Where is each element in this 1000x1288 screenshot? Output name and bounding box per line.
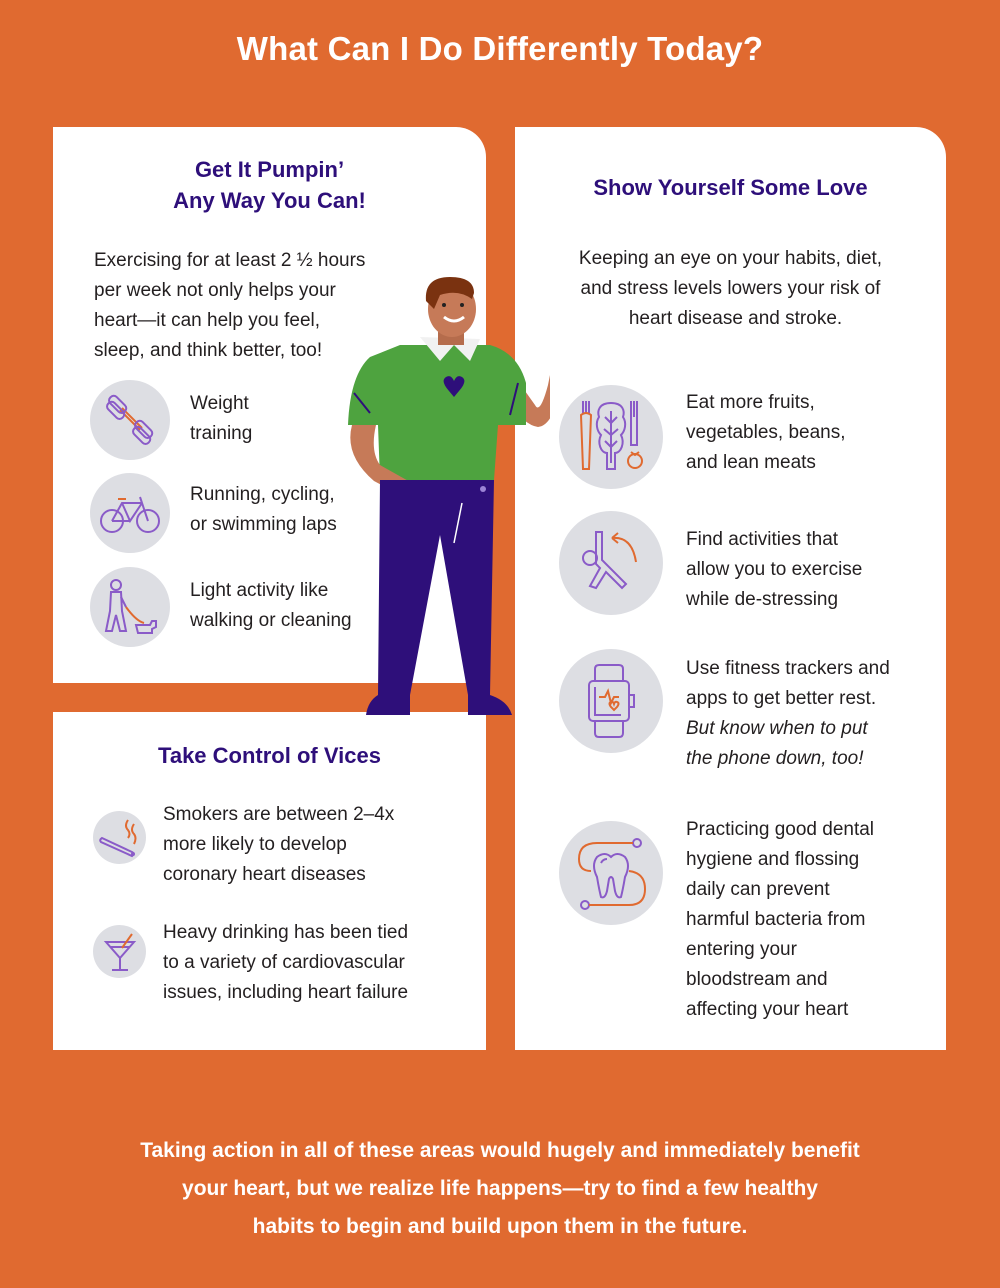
yoga-stretch-icon [559,511,663,615]
text-line: Running, cycling, [190,484,335,505]
text-line: Keeping an eye on your habits, diet, [578,248,883,269]
self-care-intro [515,244,946,334]
text-line: while de-stressing [686,589,839,610]
text-line: Smokers are between 2–4x [163,804,395,825]
text-line: vegetables, beans, [686,422,846,443]
text-line: allow you to exercise [686,559,863,580]
text-line: training [190,423,253,444]
bicycle-icon [90,473,170,553]
text-line: Exercising for at least 2 ½ hours [94,250,366,271]
text-line: affecting your heart [686,999,849,1020]
text-line: hygiene and flossing [686,849,860,870]
text-line: and stress levels lowers your risk of [580,278,881,299]
exercise-item-cardio [190,480,337,540]
title-line: Get It Pumpin’ [194,157,345,182]
cigarette-icon [93,811,146,864]
text-line: harmful bacteria from [686,909,866,930]
dog-walking-icon [90,567,170,647]
self-care-card [515,127,946,1050]
fitness-watch-icon [559,649,663,753]
self-care-item-trackers [686,654,890,774]
person-illustration [340,275,550,715]
text-line: Heavy drinking has been tied [163,922,409,943]
tooth-floss-icon [559,821,663,925]
text-line: more likely to develop [163,834,347,855]
vices-item-smoking [163,800,394,890]
title-line: Any Way You Can! [173,188,366,213]
text-line: daily can prevent [686,879,830,900]
text-line: heart disease and stroke. [628,308,843,329]
self-care-item-destress [686,525,862,615]
text-line: walking or cleaning [190,610,352,631]
text-line: Find activities that [686,529,839,550]
text-line: issues, including heart failure [163,982,409,1003]
text-line: apps to get better rest. [686,688,877,709]
exercise-card-title [53,154,486,216]
cocktail-icon [93,925,146,978]
text-line: Taking action in all of these areas would hugely and immediately benefit [140,1139,860,1162]
footer-message [0,1132,1000,1246]
exercise-intro [94,246,365,366]
exercise-item-light [190,576,352,636]
vices-item-drinking [163,918,408,1008]
text-line: Eat more fruits, [686,392,815,413]
text-line: Weight [190,393,249,414]
text-line-italic: the phone down, too! [686,748,864,769]
text-line: sleep, and think better, too! [94,340,323,361]
text-line: per week not only helps your [94,280,336,301]
text-line: heart—it can help you feel, [94,310,321,331]
vices-card-title: Take Control of Vices [158,743,381,768]
vegetables-icon [559,385,663,489]
text-line: coronary heart diseases [163,864,366,885]
page-title: What Can I Do Differently Today? [236,30,764,67]
text-line: habits to begin and build upon them in the future. [252,1215,748,1238]
self-care-item-diet [686,388,846,478]
self-care-item-dental [686,815,874,1025]
text-line: and lean meats [686,452,816,473]
vices-card [53,712,486,1050]
self-care-card-title: Show Yourself Some Love [593,175,868,200]
exercise-item-weight [190,389,252,449]
text-line: Light activity like [190,580,329,601]
text-line: bloodstream and [686,969,828,990]
text-line: Practicing good dental [686,819,875,840]
text-line: entering your [686,939,797,960]
text-line: to a variety of cardiovascular [163,952,405,973]
dumbbell-icon [90,380,170,460]
text-line-italic: But know when to put [686,718,868,739]
text-line: your heart, but we realize life happens—try to find a few healthy [182,1177,818,1200]
text-line: or swimming laps [190,514,337,535]
text-line: Use fitness trackers and [686,658,890,679]
